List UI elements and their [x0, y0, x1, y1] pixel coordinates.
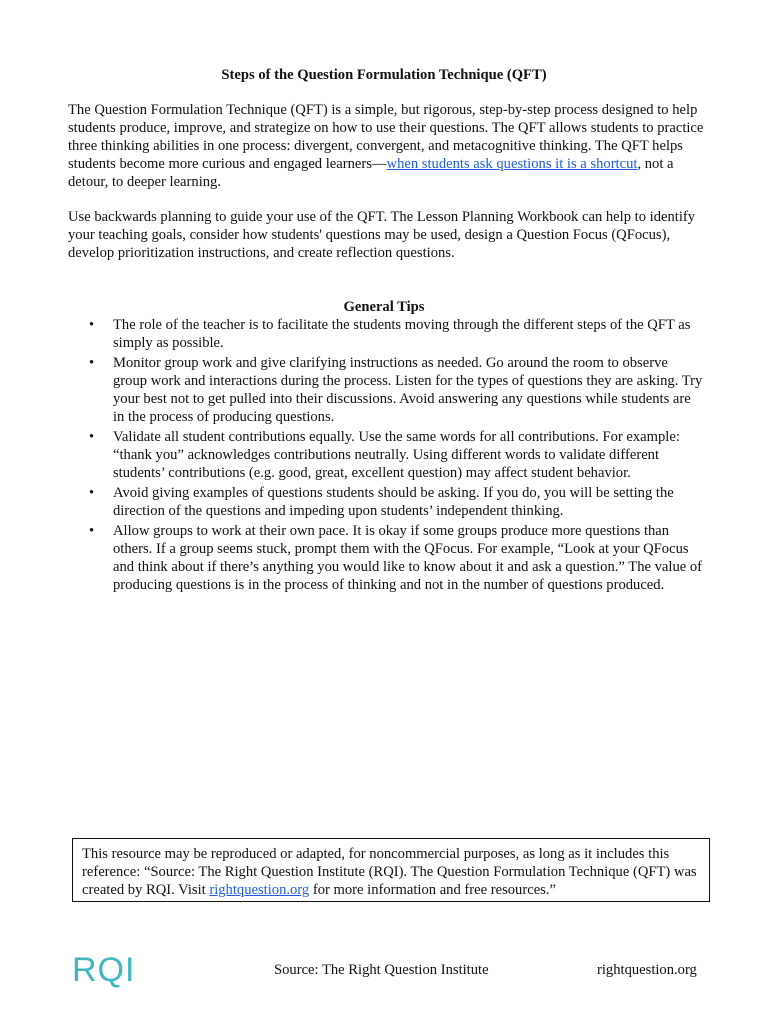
- bullet-icon: •: [89, 523, 95, 539]
- list-item: [68, 428, 704, 482]
- tip-text: Monitor group work and give clarifying instructions as needed. Go around the room to observe group work and interactions during the process. Listen for the types of questions they are asking. Try your best not to get pulled into their discussions. Avoid answering any questions while students are in the process of producing questions.: [113, 355, 703, 425]
- tip-text: Avoid giving examples of questions students should be asking. If you do, you will be setting the direction of the questions and impeding upon students’ independent thinking.: [113, 485, 674, 519]
- general-tips-list: [68, 316, 704, 596]
- list-item: [68, 522, 704, 594]
- rqi-logo: RQI: [72, 951, 136, 989]
- bullet-icon: •: [89, 317, 95, 333]
- tip-text: Allow groups to work at their own pace. It is okay if some groups produce more questions than others. If a group seems stuck, prompt them with the QFocus. For example, “Look at your QFocus and think about if there’s anything you would like to know about it and ask a question.” The value of producing questions is in the process of thinking and not in the number of questions produced.: [113, 523, 703, 593]
- footer-url: rightquestion.org: [597, 962, 697, 978]
- list-item: [68, 316, 704, 352]
- reproduction-notice-box: [72, 838, 710, 902]
- tip-text: Validate all student contributions equally. Use the same words for all contributions. For example: “thank you” acknowledges contributions neutrally. Using different words to validate different students’ contributions (e.g. good, great, excellent question) may affect student behavior.: [113, 429, 680, 481]
- notice-text: This resource may be reproduced or adapted, for noncommercial purposes, as long as it includes this reference: “Source: The Right Question Institute (RQI). The Question Formulation Technique (QFT) was created by RQI. Visit: [82, 846, 697, 898]
- general-tips-heading: General Tips: [343, 299, 425, 315]
- notice-text-end: for more information and free resources.”: [309, 882, 556, 898]
- intro-text-end: , not a detour, to deeper learning.: [68, 156, 674, 190]
- bullet-icon: •: [89, 429, 95, 445]
- footer-source: Source: The Right Question Institute: [274, 962, 489, 978]
- intro-text: The Question Formulation Technique (QFT) is a simple, but rigorous, step-by-step process designed to help students produce, improve, and strategize on how to use their questions. The QFT allows students to practice three thinking abilities in one process: divergent, convergent, and metacognitive thinking. The QFT helps students become more curious and engaged learners—: [68, 102, 704, 172]
- tip-text: The role of the teacher is to facilitate the students moving through the different steps of the QFT as simply as possible.: [113, 317, 691, 351]
- list-item: [68, 354, 704, 426]
- planning-paragraph: Use backwards planning to guide your use of the QFT. The Lesson Planning Workbook can help to identify your teaching goals, consider how students' questions may be used, design a Question Focus (QFocus), develop prioritization instructions, and create reflection questions.: [68, 209, 696, 261]
- rightquestion-link[interactable]: rightquestion.org: [209, 882, 310, 898]
- shortcut-link[interactable]: when students ask questions it is a shortcut: [386, 156, 638, 172]
- list-item: [68, 484, 704, 520]
- bullet-icon: •: [89, 355, 95, 371]
- document-title: Steps of the Question Formulation Technique (QFT): [221, 67, 547, 83]
- intro-paragraph: [68, 101, 708, 191]
- bullet-icon: •: [89, 485, 95, 501]
